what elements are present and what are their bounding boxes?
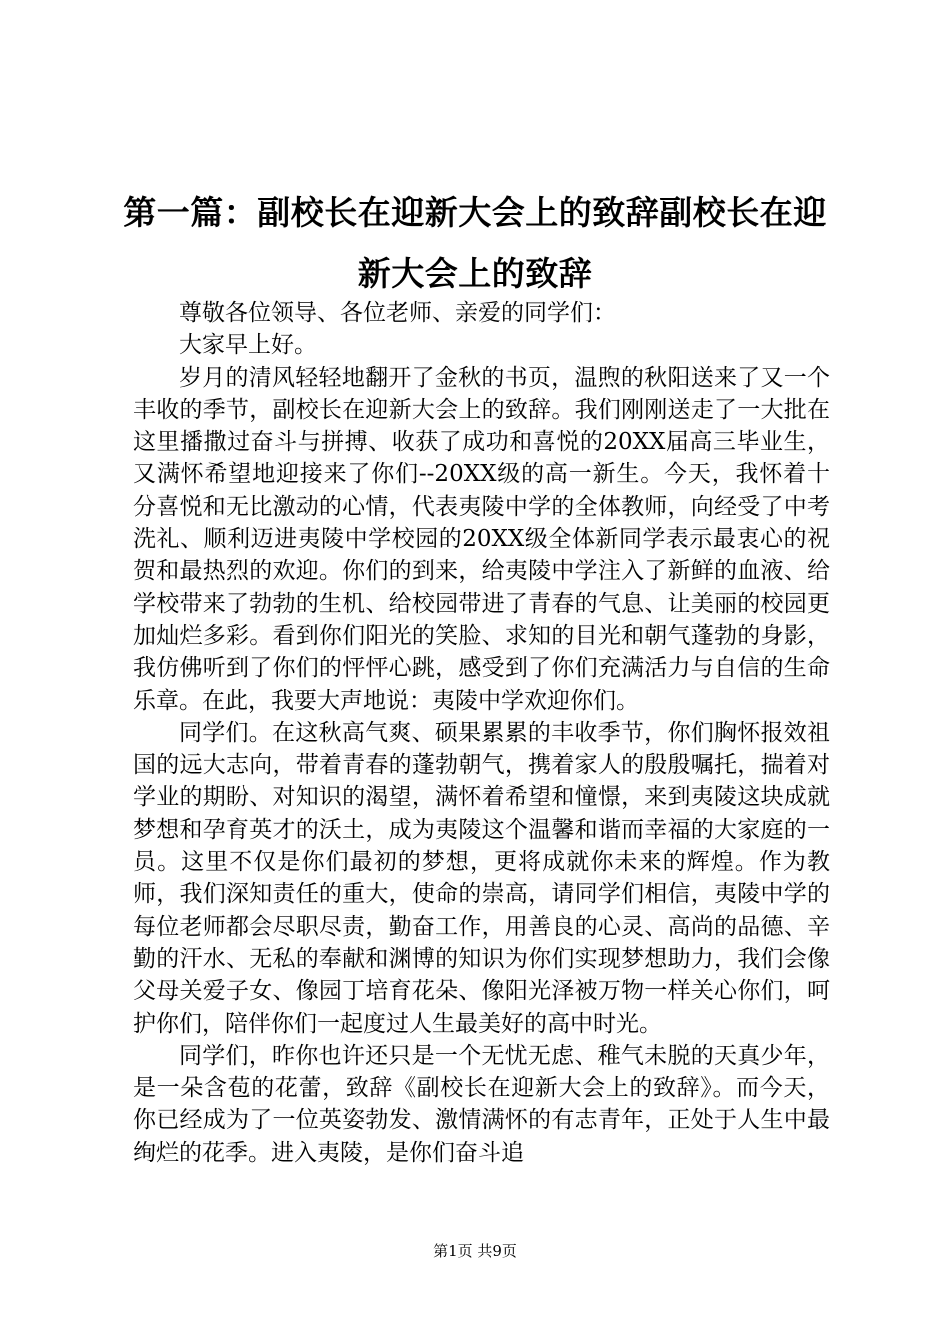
document-body bbox=[133, 297, 830, 1169]
body-paragraph-3: 同学们，昨你也许还只是一个无忧无虑、稚气未脱的天真少年，是一朵含苞的花蕾，致辞《副校长在迎新大会上的致辞》。而今天，你已经成为了一位英姿勃发、激情满怀的有志青年，正处于人生中最绚烂的花季。进入夷陵，是你们奋斗追 bbox=[133, 1042, 830, 1166]
greeting-paragraph: 大家早上好。 bbox=[179, 332, 317, 359]
document-title: 第一篇：副校长在迎新大会上的致辞副校长在迎新大会上的致辞 bbox=[123, 193, 827, 293]
page-footer: 第1页 共9页 bbox=[433, 1242, 517, 1260]
salutation-paragraph: 尊敬各位领导、各位老师、亲爱的同学们： bbox=[179, 300, 616, 326]
body-paragraph-2: 同学们。在这秋高气爽、硕果累累的丰收季节，你们胸怀报效祖国的远大志向，带着青春的蓬勃朝气，携着家人的殷殷嘱托，揣着对学业的期盼、对知识的渴望，满怀着希望和憧憬，来到夷陵这块成就梦想和孕育英才的沃土，成为夷陵这个温馨和谐而幸福的大家庭的一员。这里不仅是你们最初的梦想，更将成就你未来的辉煌。作为教师，我们深知责任的重大，使命的崇高，请同学们相信，夷陵中学的每位老师都会尽职尽责，勤奋工作，用善良的心灵、高尚的品德、辛勤的汗水、无私的奉献和渊博的知识为你们实现梦想助力，我们会像父母关爱子女、像园丁培育花朵、像阳光泽被万物一样关心你们，呵护你们，陪伴你们一起度过人生最美好的高中时光。 bbox=[133, 719, 830, 1037]
body-paragraph-1: 岁月的清风轻轻地翻开了金秋的书页，温煦的秋阳送来了又一个丰收的季节，副校长在迎新大会上的致辞。我们刚刚送走了一大批在这里播撒过奋斗与拼搏、收获了成功和喜悦的20XX届高三毕业生，又满怀希望地迎接来了你们--20XX级的高一新生。今天，我怀着十分喜悦和无比激动的心情，代表夷陵中学的全体教师，向经受了中考洗礼、顺利迈进夷陵中学校园的20XX级全体新同学表示最衷心的祝贺和最热烈的欢迎。你们的到来，给夷陵中学注入了新鲜的血液、给学校带来了勃勃的生机、给校园带进了青春的气息、让美丽的校园更加灿烂多彩。看到你们阳光的笑脸、求知的目光和朝气蓬勃的身影，我仿佛听到了你们的怦怦心跳，感受到了你们充满活力与自信的生命乐章。在此，我要大声地说：夷陵中学欢迎你们。 bbox=[133, 364, 830, 714]
